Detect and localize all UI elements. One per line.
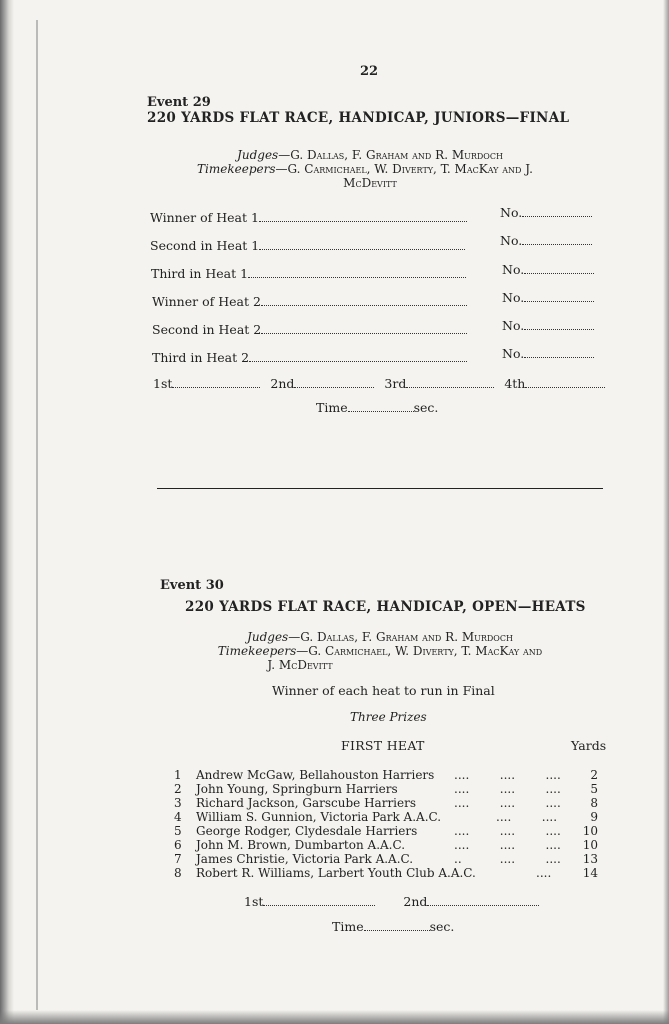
places-line: 1st 2nd 3rd 4th [153,375,605,391]
judges-names: —G. Dallas, F. Graham and R. Murdoch [278,148,503,162]
page-number: 22 [360,64,379,79]
heat-time-line: Time sec. [332,918,455,934]
event-29-judges [140,148,600,162]
result-row: Winner of Heat 1 [150,209,467,225]
timekeepers-label: Timekeepers [197,162,276,176]
heat-places-line: 1st 2nd [244,893,539,909]
judges-label: Judges [237,148,279,162]
result-number: No. [500,232,592,248]
result-row: Second in Heat 2 [152,321,467,337]
result-row: Second in Heat 1 [150,237,465,253]
result-number: No. [502,345,594,361]
event-30-timekeepers: Timekeepers—G. Carmichael, W. Diverty, T. MacKay and [217,644,543,658]
event-30-judges: Judges—G. Dallas, F. Graham and R. Murdoch [247,630,513,644]
time-line: Time sec. [316,399,439,415]
event-30-label: Event 30 [160,578,224,593]
event-29-label: Event 29 [147,95,211,110]
event-30-prizes: Three Prizes [350,710,427,724]
result-number: No. [500,204,592,220]
result-row: Third in Heat 1 [151,265,466,281]
result-number: No. [502,317,594,333]
event-29-timekeepers [130,162,600,176]
result-row: Third in Heat 2 [152,349,467,365]
result-number: No. [502,261,594,277]
event-29-timekeepers-cont: McDevitt [343,176,397,190]
timekeepers-names: —G. Carmichael, W. Diverty, T. MacKay and J. [275,162,533,176]
yards-header: Yards [571,738,607,753]
event-30-timekeepers-cont: J. McDevitt [267,658,333,672]
event-29-title: 220 YARDS FLAT RACE, HANDICAP, JUNIORS—FINAL [147,110,570,126]
event-30-note: Winner of each heat to run in Final [272,683,495,698]
heat-title: FIRST HEAT [341,738,425,753]
result-row: Winner of Heat 2 [152,293,467,309]
result-number: No. [502,289,594,305]
programme-page: 22 Event 29 220 YARDS FLAT RACE, HANDICAP, JUNIORS—FINAL Judges—G. Dallas, F. Graham and R. Murdoch Timekeepers—G. Carmichael, W. Diverty, T. MacKay and J. McDevitt Winner of Heat 1 No. Second in Heat 1 No. Third in Heat 1 No. Winner of Heat 2 No. Second in Heat 2 No. Third in Heat 2 No. 1st 2nd 3rd 4th Time sec. Event 30 220 YARDS FLAT RACE, HANDICAP, OPEN—HEATS Judges—G. Dallas, F. Graham and R. Murdoch Timekeepers—G. Carmichael, W. Diverty, T. MacKay and J. McDevitt Winner of each heat to run in Final Three Prizes FIRST HEAT Yards 1 Andrew McGaw, Bellahouston Harriers .... .... .... 2 2 John Young, Springburn Harriers .... .... .... 5 3 Richard Jackson, Garscube Harriers .... .... .... 8 4 William S. Gunnion, Victoria Park A.A.C. .... .... 9 5 George Rodger, Clydesdale Harriers .... .... .... 10 6 John M. Brown, Dumbarton A.A.C. .... .... .... 10 7 James Christie, Victoria Park A.A.C. .. .... .... 13 8 Robert R. Williams, Larbert Youth Club A.A.C. .... 14 1st 2nd Time sec. [0,0,669,1024]
section-divider [157,488,603,489]
event-30-title: 220 YARDS FLAT RACE, HANDICAP, OPEN—HEATS [185,599,586,615]
